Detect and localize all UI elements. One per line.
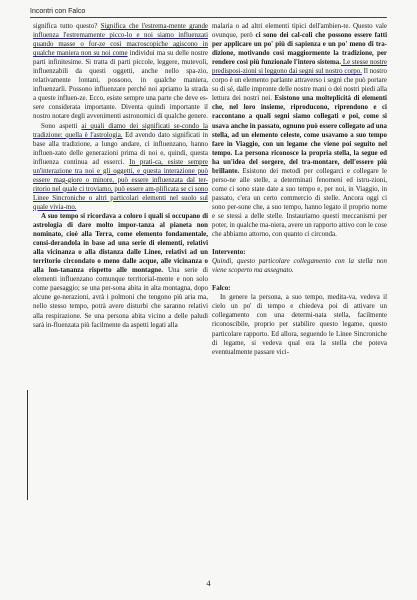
handwritten-underline: ai quali diamo dei significati se-condo la tradizione: quella è l'astrologia. [33, 121, 208, 139]
margin-mark [27, 390, 30, 500]
left-paragraph-2: Sono aspetti ai quali diamo dei significati se-condo la tradizione: quella è l'astrologia. Ed avendo dato significati in base alla tradizione, a lungo andare, ci influenzano, hanno influen-zato delle generazioni prima di noi e, quindi, questa influenza continua ad esserci. In prati-ca, esiste sempre un'interazione tra noi e gli oggetti, e questa interazione può essere mag-giore o minore, può essere influenzata dal ter-ritorio nel quale ci troviamo, può essere am-plificata se ci sono Linee Sincroniche o altri particolari elementi nel suolo sul quale vivia-mo. [33, 121, 208, 211]
page-number: 4 [206, 579, 211, 588]
speaker-label-falco: Falco: [212, 284, 231, 293]
right-paragraph-1: malaria o ad altri elementi tipici dell'ambien-te. Questo vale ovunque, però ci sono dei cal-coli che possono essere fatti per applicare un po' più di sapienza e un po' meno di tra-dizione, motivando così maggiormente la tradizione, per rendere così più funzionale l'intero sistema. Le stesse nostre predisposi-zioni si leggono dai segni sul nostro corpo. Il nostro corpo è un elemento parlante attraverso i segni che può portare su di sé, dalle impronte delle nostre mani o dei nostri piedi alla lettura dei nostri nei. Esistono una molteplicità di elementi che, nel loro insieme, riproducono, riprendono e ci raccontano a quali segni siamo collegati e poi, come si usava anche in passato, ognuno può essere collegato ad una stella, ad un elemento celeste, come usavamo a suo tempo fare in Viaggio, con un legame che viene poi seguito nel tempo. La persona riconosce la propria stella, la segue ed ha un'idea del sorgere, del tra-montare, dell'essere più brillante. Esistono dei metodi per collegarci e collegare le perso-ne alle stelle, a determinati fenomeni ed istru-zioni, come ci sono state date a suo tempo e, per noi, in Viaggio, in passato, c'era un certo commercio di stelle. Ancora oggi ci sono per-sone che, a suo tempo, hanno legato il proprio nome e se stessi a delle stelle. Instauriamo questi meccanismi per poter, in qualche ma-niera, avere un rapporto attivo con le cose che abbiamo attorno, con quanto ci circonda. [212, 22, 388, 239]
left-paragraph-3: A suo tempo si ricordava a coloro i quali si occupano di astrologia di dare molto impor-tanza al pianeta non nominato, cioè alla Terra, come elemento fondamentale, consi-derandola in base ad una serie di elementi, relativi alla vicinanza o alla distanza dalle Linee, relativi ad un territorio circondato o meno dalle acque, alle vicinanza o alla lon-tananza rispetto alle montagne. Una serie di elementi influenzano comunque territorial-mente e non solo come paesaggio; se una per-sona abita in alta montagna, dopo alcune ge-nerazioni, avrà i polmoni che tengono più aria ma, nello stesso tempo, potrà avere disturbi che saranno relativi alla respirazione. Se una persona abita vicino a delle paludi sarà in-fluenzata più facilmente da aspetti legati alla [33, 211, 208, 329]
speaker-label-intervento: Intervento: [212, 248, 246, 257]
handwritten-underline: In prati-ca, esiste sempre un'interazione tra noi e gli oggetti, e questa interazione può essere mag-giore o minore, può essere influenzata dal ter-ritorio nel quale ci troviamo, può essere am-plificata se ci sono Linee Sincroniche o altri particolari elementi nel suolo sul quale vivia-mo. [33, 157, 208, 211]
handwritten-underline: Le stesse nostre predisposi-zioni si leggono dai segni sul nostro corpo. [212, 58, 387, 76]
intervento-text: Quindi, questo particolare collegamento con la stella non viene scoperto ma assegnato. [212, 257, 387, 275]
left-column [33, 22, 208, 330]
running-header: Incontri con Falco [30, 8, 387, 18]
right-column [212, 22, 387, 357]
falco-text: In genere la persona, a suo tempo, medita-va, vedeva il cielo un po' di tempo e chiedeva poi di attivare un collegamento con una determi-nata stella, facilmente riconoscibile, proprio per stabilire questo legame, questo particolare rapporto. Ed allora, seguendo le Linee Sincroniche di legame, si vedeva qual era la stella che poteva eventualmente passare vici- [212, 293, 387, 356]
handwritten-underline: Significa che l'estrema-mente grande influenza l'estremamente picco-lo e noi siamo influenzati quando masse o for-ze così macroscopiche agiscono in qualche maniera non su noi come [33, 22, 208, 58]
left-paragraph-1: significa tutto questo? Significa che l'estrema-mente grande influenza l'estremamente picco-lo e noi siamo influenzati quando masse o for-ze così macroscopiche agiscono in qualche maniera non su noi come individui ma su delle nostre parti infinitesime. Si tratta di parti piccole, leggere, mutevoli, influenzabili da questi oggetti, anche nello spa-zio, relativamente lontani, possono, in qualche maniera, influenzarli. Possono influenzare perché noi apriamo la strada a queste influen-ze. Ecco, esiste sempre una parte che deve es-sere considerata importante. Diventa quindi importante il nostro notare degli avvenimenti astronomici di qualche genere. [33, 22, 209, 121]
